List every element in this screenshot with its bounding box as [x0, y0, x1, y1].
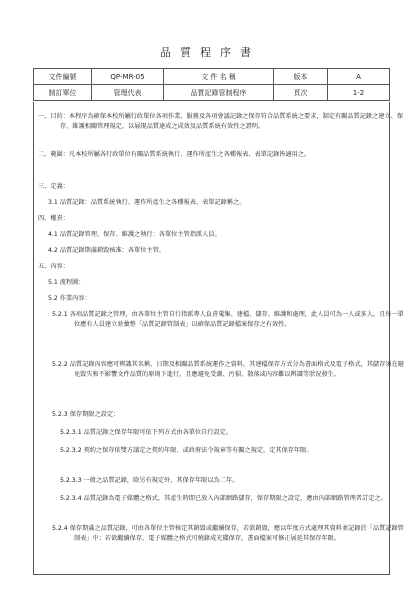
content-box — [33, 102, 404, 575]
doc-name-label: 文 件 名 稱 — [164, 69, 274, 85]
version-label: 版本 — [274, 69, 328, 85]
header-row — [34, 85, 390, 101]
doc-name-value: 品質記錄管制程序 — [164, 85, 274, 101]
section-responsibility: 四、權責： — [38, 215, 69, 222]
doc-number-label: 文件編號 — [34, 69, 92, 85]
responsibility-4-2: 4.2 品質記錄期滿銷毀核准：各單位主管。 — [48, 247, 165, 254]
content-5-2-2: 5.2.2 品質記錄內容應可辨識其名稱、日期及相關品質系統運作之資料，其建檔保存方式分為書面格式及電子格式，其儲存須在避免毀失和不影響文件品質的原則下進行，且應避免受潮、污損、散落或內容難以辨識等狀況發生。 — [52, 361, 404, 378]
unit-value: 管理代表 — [92, 85, 164, 101]
content-5-2-3-1: 5.2.3.1 品質記錄之保存年限可依下列方式由各單位自行設定。 — [60, 429, 233, 436]
content-5-2-4: 5.2.4 保存期滿之品質記錄，可由各單位主管核定其銷毀或繼續保存，若欲銷毀，應以年度方式處理其資料並記錄於「品質記錄管制表」中；若欲繼續保存，電子媒體之格式可燒錄成光碟保存，書面檔案可修正展延其保存年限。 — [52, 525, 404, 542]
content-5-2-3-2: 5.2.3.2 契約之保存依雙方議定之契約年限、或政府法令規章等有關之規定，定其保存年限。 — [60, 447, 313, 454]
content-5-2: 5.2 作業內容： — [48, 295, 91, 302]
content-5-2-3-4: 5.2.3.4 品質記錄為電子媒體之格式，其產生時即已放入內部網路儲存，保存期限之設定，應由內部網路管理者訂定之。 — [60, 495, 387, 502]
document-header-table — [33, 68, 390, 101]
section-scope: 二、範圍：凡本校所屬各行政單位有關品質系統執行、運作所產生之各種報表、表單記錄皆適用之。 — [38, 151, 311, 158]
header-row — [34, 69, 390, 85]
section-content: 五、內容： — [38, 263, 69, 270]
content-5-1: 5.1 流程圖： — [48, 279, 85, 286]
page-title: 品質程序書 — [160, 46, 260, 59]
doc-number-value: QP-MR-05 — [92, 69, 164, 85]
responsibility-4-1: 4.1 品質記錄管理、保存、維護之執行：各單位主管指派人員。 — [48, 231, 221, 238]
version-value: A — [328, 69, 390, 85]
content-5-2-1: 5.2.1 各項品質記錄之管理，由各單位主管自行指派專人負責蒐集、建檔、儲存、維護和處理，此人員可為一人或多人，且每一單位應有人員建立並彙整「品質記錄管制表」以確保品質記錄檔案保存之有效性。 — [52, 311, 404, 328]
unit-label: 制訂單位 — [34, 85, 92, 101]
page-label: 頁次 — [274, 85, 328, 101]
page-value: 1-2 — [328, 85, 390, 101]
content-5-2-3-3: 5.2.3.3 一般之品質記錄，除另有規定外，其保存年限以為二年。 — [60, 477, 239, 484]
section-definition: 三、定義： — [38, 183, 69, 190]
section-purpose: 一、目的：本程序為確保本校所屬行政單位各項作業、服務及各項會議記錄之保存符合品質系統之要求，制定有關品質記錄之建立、保存、維護相關管理規定，以展現品質達成之成效及品質系統有效性之證明。 — [38, 113, 404, 130]
content-5-2-3: 5.2.3 保存期限之設定： — [52, 411, 120, 418]
definition-3-1: 3.1 品質記錄：品質系統執行、運作所產生之各種報表、表單記錄稱之。 — [48, 199, 246, 206]
